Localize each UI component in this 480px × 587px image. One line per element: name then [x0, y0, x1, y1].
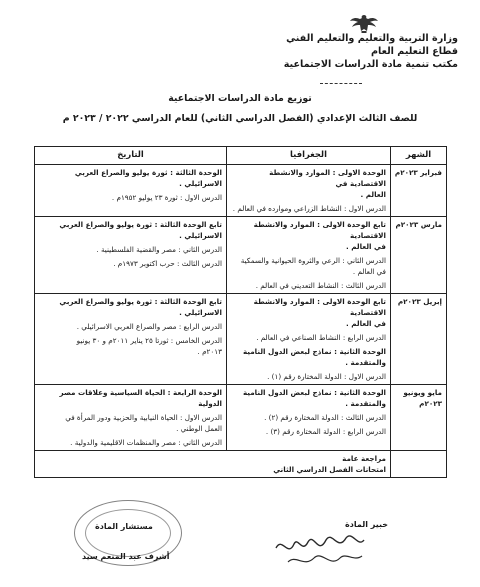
geography-line: والمتقدمة .: [345, 399, 386, 408]
office-name: مكتب تنمية مادة الدراسات الاجتماعية: [283, 59, 458, 70]
month-cell: [391, 385, 447, 451]
month-label: إبريل ٢٠٢٣م: [397, 297, 442, 306]
schedule-body: [35, 165, 447, 478]
history-line: الوحدة الرابعة : الحياة السياسية وعلاقات مصر الدولية: [59, 388, 222, 408]
geography-line: الدرس الاول : الدولة المختارة رقم (١) .: [267, 372, 386, 381]
geography-cell: [227, 165, 391, 217]
history-line: العمل الوطني .: [176, 424, 222, 433]
geography-line: في العالم .: [346, 319, 386, 328]
document-title: توزيع مادة الدراسات الاجتماعية: [168, 93, 312, 104]
geography-line: الدرس الثاني : الرعي والثروة الحيوانية والسمكية: [240, 256, 386, 265]
expert-label: خبير المادة: [345, 520, 388, 529]
geography-cell: [227, 385, 391, 451]
history-line: الوحدة الثالثة : ثورة يوليو والصراع العربي الاسرائيلي .: [74, 168, 222, 188]
history-cell: [35, 385, 227, 451]
review-month-cell: [391, 451, 447, 478]
geography-line: الدرس الرابع : الدولة المختارة رقم (٣) .: [265, 427, 386, 436]
history-line: الدرس الرابع : مصر والصراع العربي الاسرائيلي .: [76, 322, 222, 331]
review-line: مراجعة عامة: [342, 454, 386, 463]
history-line: الدرس الاول : الحياة النيابية والحزبية ودور المرأة في: [65, 413, 222, 422]
history-cell: [35, 165, 227, 217]
header-history: التاريخ: [35, 147, 227, 165]
document-subtitle: للصف الثالث الإعدادي (الفصل الدراسي الثاني) للعام الدراسي ٢٠٢٢ / ٢٠٢٣ م: [62, 113, 418, 124]
history-line: الاسرائيلي .: [179, 308, 222, 317]
header-divider: [320, 83, 362, 84]
history-line: الدرس الاول : ثورة ٢٣ يوليو ١٩٥٢م .: [111, 193, 222, 202]
history-cell: [35, 294, 227, 385]
history-line: الاسرائيلي .: [179, 231, 222, 240]
geography-line: تابع الوحدة الاولى : الموارد والانشطة الاقتصادية: [253, 297, 386, 317]
schedule-table: [34, 146, 447, 478]
history-line: الدرس الثاني : مصر والقضية الفلسطينية .: [96, 245, 222, 254]
month-cell: [391, 294, 447, 385]
table-row: [35, 385, 447, 451]
table-row: [35, 294, 447, 385]
history-line: الدرس الخامس : ثورتا ٢٥ يناير ٢٠١١م و ٣٠ يونيو: [76, 336, 222, 345]
month-label: فبراير ٢٠٢٣م: [394, 168, 442, 177]
geography-cell: [227, 217, 391, 294]
counselor-name: أشرف عبد المنعم سيد: [82, 552, 170, 561]
review-row: [35, 451, 447, 478]
month-cell: [391, 217, 447, 294]
ministry-name: وزارة التربية والتعليم والتعليم الفني: [286, 33, 458, 44]
expert-signature: [268, 528, 368, 572]
table-row: [35, 165, 447, 217]
geography-line: الدرس الثالث : الدولة المختارة رقم (٢) .: [264, 413, 386, 422]
geography-line: في العالم .: [346, 242, 386, 251]
history-line: تابع الوحدة الثالثة : ثورة يوليو والصراع العربي: [59, 220, 222, 229]
counselor-label: مستشار المادة: [95, 522, 153, 531]
header-geography: الجغرافيا: [227, 147, 391, 165]
geography-line: في العالم .: [352, 267, 386, 276]
table-header-row: [35, 147, 447, 165]
geography-line: الوحدة الاولى : الموارد والانشطة الاقتصادية في: [269, 168, 386, 188]
geography-line: والمتقدمة .: [345, 358, 386, 367]
official-stamp-inner-ring: [85, 509, 171, 557]
header-block: [218, 32, 458, 71]
month-label: مارس ٢٠٢٣م: [395, 220, 442, 229]
geography-line: الدرس الثالث : النشاط التعديني في العالم .: [255, 281, 386, 290]
review-line: امتحانات الفصل الدراسي الثاني: [273, 465, 386, 474]
geography-cell: [227, 294, 391, 385]
geography-line: تابع الوحدة الاولى : الموارد والانشطة الاقتصادية: [253, 220, 386, 240]
history-line: الدرس الثاني : مصر والمنظمات الاقليمية والدولية .: [70, 438, 222, 447]
history-line: الدرس الثالث : حرب اكتوبر ١٩٧٣م .: [113, 259, 222, 268]
geography-line: العالم .: [360, 190, 386, 199]
geography-line: الدرس الاول : النشاط الزراعي وموارده في العالم .: [232, 204, 386, 213]
header-month: الشهر: [391, 147, 447, 165]
month-label: ٢٠٢٣م: [419, 399, 442, 408]
sector-name: قطاع التعليم العام: [371, 46, 458, 57]
review-cell: [35, 451, 391, 478]
history-line: ٢٠١٣م .: [197, 347, 222, 356]
history-line: تابع الوحدة الثالثة : ثورة يوليو والصراع العربي: [59, 297, 222, 306]
month-label: مايو ويونيو: [403, 388, 442, 397]
geography-line: الوحدة الثانية : نماذج لبعض الدول النامية: [242, 388, 386, 397]
eagle-emblem-icon: [349, 12, 379, 34]
geography-line: الوحدة الثانية : نماذج لبعض الدول النامية: [242, 347, 386, 356]
geography-line: الدرس الرابع : النشاط الصناعي في العالم .: [256, 333, 386, 342]
history-cell: [35, 217, 227, 294]
month-cell: [391, 165, 447, 217]
table-row: [35, 217, 447, 294]
